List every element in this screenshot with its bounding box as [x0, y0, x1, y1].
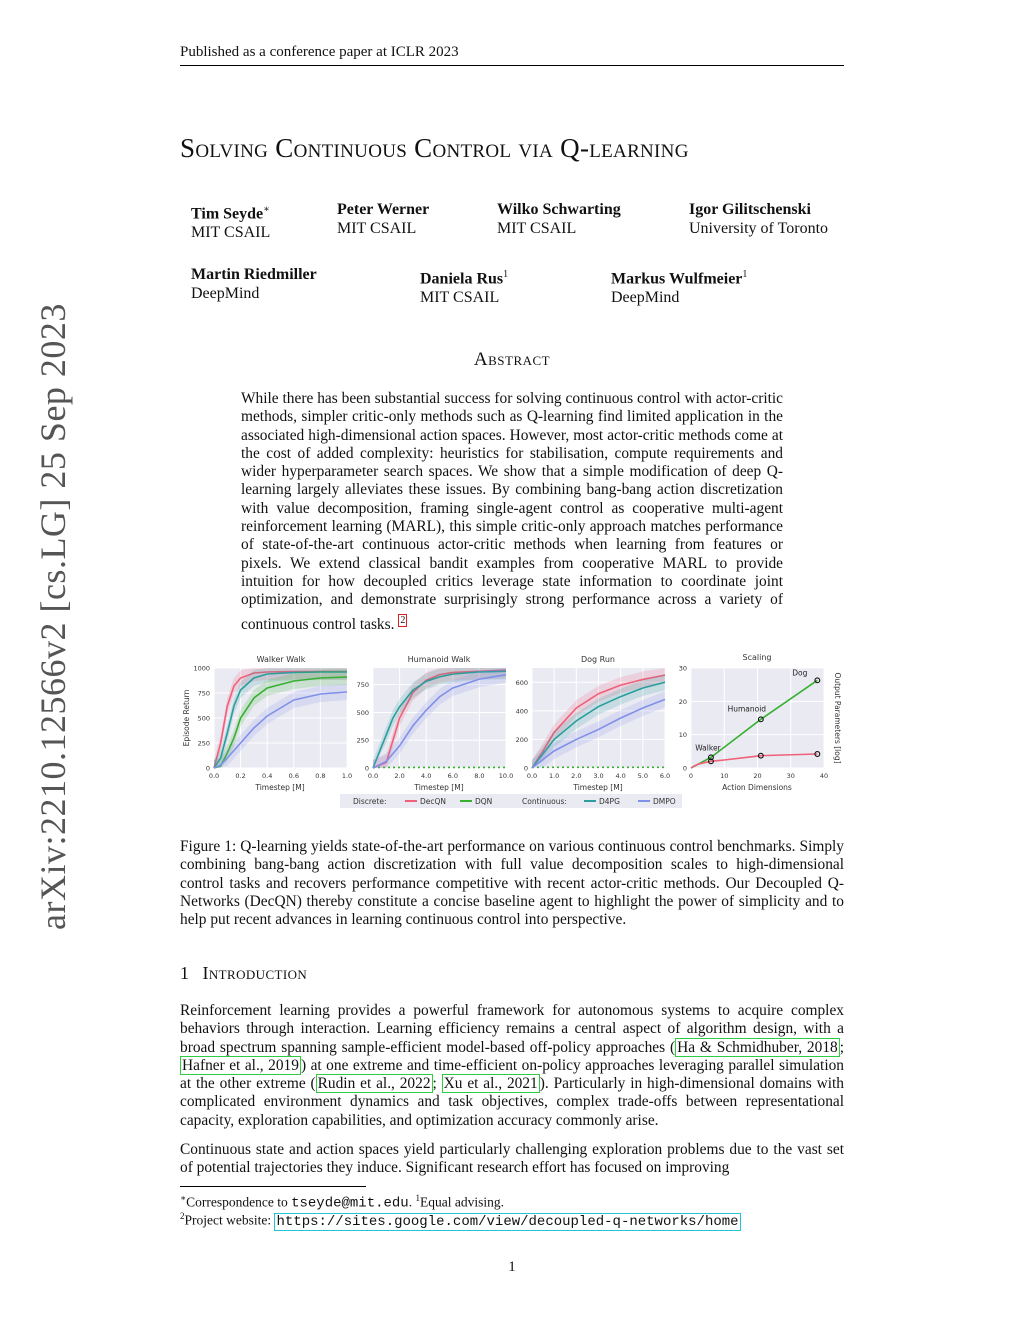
footnote-text: Equal advising. [419, 1194, 504, 1210]
title-word: Q-learning [560, 133, 689, 163]
chart-title: Dog Run [580, 655, 616, 664]
x-tick-label: 0 [688, 772, 694, 780]
title-word: Solving [180, 133, 269, 163]
abstract-body [241, 390, 783, 634]
body-text: ). Particularly in high-dimensional domains with complicated environment dynamics and task objectives, complex trade-offs between representational capacity, exploration capabilities, and optimization accuracy commonly arise. [180, 1075, 844, 1129]
y-tick-label: 0 [523, 764, 528, 773]
author-block [191, 200, 270, 242]
x-tick-label: 40 [819, 772, 829, 780]
y-tick-label: 20 [678, 697, 687, 706]
footnote-text: Correspondence to [186, 1194, 292, 1210]
footnote-mark: 2 [180, 1211, 185, 1221]
citation-link[interactable]: Hafner et al., 2019 [182, 1056, 299, 1074]
author-affiliation: University of Toronto [689, 220, 829, 237]
chart-scaling [679, 653, 842, 792]
x-tick-label: 0.2 [235, 772, 246, 780]
y-tick-label: 400 [515, 707, 528, 716]
footnote-text: Project website: [184, 1212, 275, 1228]
body-text: ) at one extreme and time-efficient on-policy approaches leveraging parallel simulation at the other extreme ( [180, 1056, 844, 1093]
section-number: 1 [180, 963, 189, 983]
author-block [611, 265, 747, 307]
footnote-rule [180, 1186, 366, 1187]
body-text: ; [432, 1075, 442, 1093]
title-word: Control [414, 133, 512, 163]
x-tick-label: 3.0 [593, 772, 604, 780]
x-tick-label: 30 [786, 772, 795, 780]
abstract-heading: Abstract [473, 349, 551, 370]
author-block [191, 265, 317, 303]
footnote-link[interactable]: 2 [400, 614, 406, 626]
author-name: Tim Seyde [191, 205, 264, 223]
author-block [420, 265, 508, 307]
legend-item-dmpo: DMPO [653, 797, 676, 806]
body-text: Reinforcement learning provides a powerful framework for autonomous systems to acquire complex behaviors through interaction. Learning efficiency remains a central aspect of algorithm design, with a broad spectrum spanning sample-efficient model-based off-policy approaches ( [180, 1002, 844, 1056]
title-word: Continuous [275, 133, 408, 163]
legend-background [340, 794, 682, 808]
author-affiliation: DeepMind [191, 285, 260, 302]
y-tick-label: 10 [678, 731, 687, 740]
author-affiliation: MIT CSAIL [497, 220, 577, 237]
figure-1 [180, 648, 844, 818]
chart-humanoid-walk [357, 655, 514, 792]
footnote-mark: 1 [415, 1193, 420, 1203]
chart-walker-walk [182, 655, 352, 792]
x-tick-label: 0.0 [208, 772, 220, 780]
x-axis-label: Action Dimensions [722, 783, 792, 792]
annotation-label: Dog [792, 668, 808, 678]
x-tick-label: 5.0 [637, 772, 649, 780]
x-tick-label: 6.0 [447, 772, 458, 780]
author-block [337, 200, 429, 238]
author-name: Peter Werner [337, 201, 430, 218]
legend-item-dqn: DQN [475, 797, 493, 806]
x-tick-label: 10 [720, 772, 729, 780]
x-tick-label: 4.0 [615, 772, 626, 780]
x-tick-label: 6.0 [659, 772, 671, 780]
author-name: Martin Riedmiller [191, 266, 317, 283]
legend-item-d4pg: D4PG [599, 797, 620, 806]
page-number: 1 [508, 1259, 516, 1275]
figure-caption: Figure 1: Q-learning yields state-of-the-art performance on various continuous control benchmarks. Simply combining bang-bang action discretization with full value decomposition scales to high-dimensional control tasks and recovers performance competitive with recent actor-critic methods. Our Decoupled Q-Networks (DecQN) thereby constitute a concise baseline agent to highlight the power of simplicity and to help put recent advances in learning continuous control into perspective. [180, 838, 844, 929]
email-address[interactable]: tseyde@mit.edu [291, 1195, 409, 1212]
x-tick-label: 0.8 [315, 772, 326, 780]
author-mark: 1 [742, 269, 748, 280]
author-name: Markus Wulfmeier [611, 270, 743, 288]
author-affiliation: MIT CSAIL [191, 224, 271, 242]
annotation-label: Walker [695, 743, 721, 753]
footnote-2 [180, 1208, 741, 1230]
legend [340, 794, 682, 808]
y-tick-label: 30 [678, 664, 687, 673]
author-name: Igor Gilitschenski [689, 201, 811, 218]
chart-title: Walker Walk [256, 655, 306, 664]
intro-paragraph-1 [180, 1002, 844, 1130]
author-block [689, 200, 828, 238]
legend-discrete-label: Discrete: [353, 797, 387, 806]
author-affiliation: MIT CSAIL [420, 289, 500, 307]
y-tick-label: 1000 [193, 664, 210, 673]
x-tick-label: 2.0 [571, 772, 582, 780]
y-axis-label: Output Parameters [log] [833, 672, 842, 764]
figure-1-charts [180, 648, 844, 818]
x-axis-label: Timestep [M] [255, 783, 305, 792]
y-tick-label: 250 [356, 736, 369, 745]
chart-title: Scaling [742, 653, 772, 662]
legend-item-decqn: DecQN [420, 797, 447, 806]
citation-link[interactable]: Xu et al., 2021 [443, 1075, 538, 1093]
y-tick-label: 250 [197, 739, 210, 748]
chart-dog-run [516, 655, 671, 792]
citation-link[interactable]: Ha & Schmidhuber, 2018 [677, 1038, 838, 1056]
y-tick-label: 200 [515, 735, 528, 744]
section-heading [180, 963, 307, 984]
author-name: Daniela Rus [420, 270, 504, 288]
project-website-link[interactable]: https://sites.google.com/view/decoupled-q-networks/home [276, 1213, 739, 1230]
author-affiliation: DeepMind [611, 289, 680, 307]
arxiv-stamp: arXiv:2210.12566v2 [cs.LG] 25 Sep 2023 [33, 303, 73, 930]
x-tick-label: 8.0 [474, 772, 485, 780]
x-tick-label: 2.0 [394, 772, 405, 780]
y-tick-label: 0 [364, 764, 369, 773]
x-tick-label: 20 [753, 772, 762, 780]
x-axis-label: Timestep [M] [573, 783, 623, 792]
y-tick-label: 750 [356, 681, 369, 690]
x-axis-label: Timestep [M] [414, 783, 464, 792]
paper-title [180, 133, 844, 164]
body-text: ; [839, 1038, 844, 1056]
x-tick-label: 0.0 [367, 772, 379, 780]
y-tick-label: 500 [356, 708, 369, 717]
x-tick-label: 0.6 [288, 772, 299, 780]
y-tick-label: 0 [682, 764, 687, 773]
abstract-text: While there has been substantial success for solving continuous control with actor-critic methods, simpler critic-only methods such as Q-learning find limited application in the associated high-dimensional action spaces. However, most actor-critic methods come at the cost of added complexity: heuristics for stabilisation, compute requirements and wider hyperparameter search spaces. We show that a simple modification of deep Q-learning largely alleviates these issues. By combining bang-bang action discretization with value decomposition, framing single-agent control as cooperative multi-agent reinforcement learning (MARL), this simple critic-only approach matches performance of state-of-the-art continuous actor-critic methods when learning from features or pixels. We extend classical bandit examples from cooperative MARL to provide intuition for how decoupled critics leverage state information to coordinate joint optimization, and demonstrate surprisingly strong performance across a variety of continuous control tasks. [241, 390, 783, 633]
y-tick-label: 0 [205, 764, 210, 773]
annotation-label: Humanoid [727, 704, 767, 714]
footnote-text: . [408, 1194, 416, 1210]
running-header: Published as a conference paper at ICLR 2023 [180, 44, 844, 66]
footnote-mark: ∗ [180, 1193, 187, 1203]
intro-paragraph-2: Continuous state and action spaces yield particularly challenging exploration problems due to the vast set of potential trajectories they induce. Significant research effort has focused on improving [180, 1141, 844, 1177]
section-title: Introduction [202, 963, 308, 983]
x-tick-label: 1.0 [548, 772, 560, 780]
author-affiliation: MIT CSAIL [337, 220, 417, 237]
chart-title: Humanoid Walk [407, 655, 471, 664]
x-tick-label: 0.0 [526, 772, 538, 780]
title-word: via [518, 133, 554, 163]
y-tick-label: 750 [197, 689, 210, 698]
x-tick-label: 4.0 [421, 772, 432, 780]
x-tick-label: 0.4 [262, 772, 273, 780]
x-tick-label: 1.0 [341, 772, 353, 780]
author-mark: 1 [503, 269, 509, 280]
legend-continuous-label: Continuous: [522, 797, 567, 806]
author-name: Wilko Schwarting [497, 201, 621, 218]
author-block [497, 200, 621, 238]
y-axis-label: Episode Return [182, 689, 191, 747]
author-mark: ∗ [263, 204, 270, 215]
citation-link[interactable]: Rudin et al., 2022 [317, 1075, 431, 1093]
x-tick-label: 10.0 [498, 772, 514, 780]
y-tick-label: 500 [197, 714, 210, 723]
y-tick-label: 600 [515, 678, 528, 687]
